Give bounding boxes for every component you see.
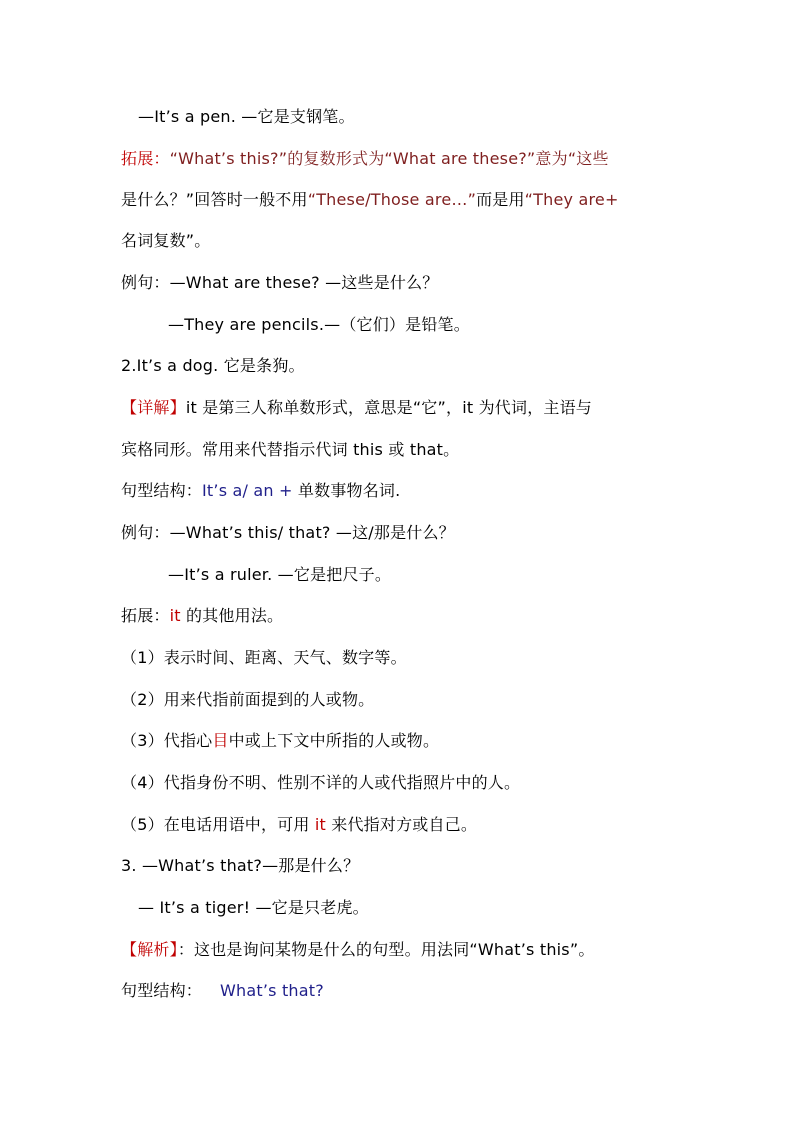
analysis-text: ：这也是询问某物是什么的句型。用法同“What’s this”。 [177,940,595,959]
usage-item-4 [121,772,520,794]
sentence-structure-1 [121,480,400,502]
usage-item-3 [121,730,439,752]
extension-text-part: 而是用 [476,190,525,209]
example-answer-pen: —It’s a pen. —它是支钢笔。 [138,107,355,126]
usage-item-5 [121,814,477,836]
sentence-heading-3: 3. —What’s that?—那是什么？ [121,856,360,875]
keyword-it: it [169,606,181,625]
structure-label: 句型结构： [121,481,203,500]
explanation-line-1 [121,397,592,419]
extension-text: 的其他用法。 [180,606,284,625]
extension-paragraph-line-1 [121,148,609,170]
explanation-line-2: 宾格同形。常用来代替指示代词 this 或 that。 [121,440,460,459]
example-answer-ruler: —It’s a ruler. —它是把尺子。 [168,565,392,584]
example-question-these: 例句：—What are these? —这些是什么？ [121,273,439,292]
example-answer-tiger: — It’s a tiger! —它是只老虎。 [138,898,369,917]
usage-number: （2） [121,690,164,709]
usage-number: （5） [121,815,164,834]
structure-pattern: What’s that? [220,981,324,1000]
extension-paragraph-line-2 [121,189,619,211]
sentence-structure-2 [121,980,324,1002]
usage-number: （4） [121,773,164,792]
usage-text: 来代指对方或自己。 [326,815,478,834]
structure-label: 句型结构： [121,981,203,1000]
usage-text: 代指心 [163,731,213,750]
usage-text: 代指身份不明、性别不详的人或代指照片中的人。 [163,773,521,792]
structure-pattern: It’s a/ an + [202,481,293,500]
explanation-text: it 是第三人称单数形式，意思是“它”，it 为代词，主语与 [185,398,593,417]
structure-text: 单数事物名词. [292,481,401,500]
extension-quote-they: “They are+ [524,190,619,209]
usage-text: 表示时间、距离、天气、数字等。 [163,648,407,667]
extension-paragraph-line-3: 名词复数”。 [121,231,211,250]
extension-text: “What’s this?”的复数形式为“What are these?”意为“这些 [169,149,609,168]
sentence-heading-2: 2.It’s a dog. 它是条狗。 [121,356,305,375]
keyword-it: it [314,815,326,834]
analysis-line [121,939,595,961]
usage-text: 用来代指前面提到的人或物。 [163,690,375,709]
usage-item-1 [121,647,407,669]
usage-text: 在电话用语中，可用 [163,815,315,834]
extension-label: 拓展： [121,606,170,625]
explanation-label: 【详解】 [121,398,186,417]
extension-text-part: 是什么？”回答时一般不用 [121,190,308,209]
usage-number: （1） [121,648,164,667]
extension-quote-these: “These/Those are…” [307,190,477,209]
analysis-label: 【解析】 [121,940,178,959]
example-question-this-that: 例句：—What’s this/ that? —这/那是什么？ [121,523,455,542]
extension-label: 拓展： [121,149,170,168]
example-answer-pencils: —They are pencils.—（它们）是铅笔。 [168,315,470,334]
usage-item-2 [121,689,374,711]
extension-it-heading [121,605,283,627]
usage-text: 中或上下文中所指的人或物。 [228,731,440,750]
usage-number: （3） [121,731,164,750]
usage-highlight: 目 [212,731,229,750]
